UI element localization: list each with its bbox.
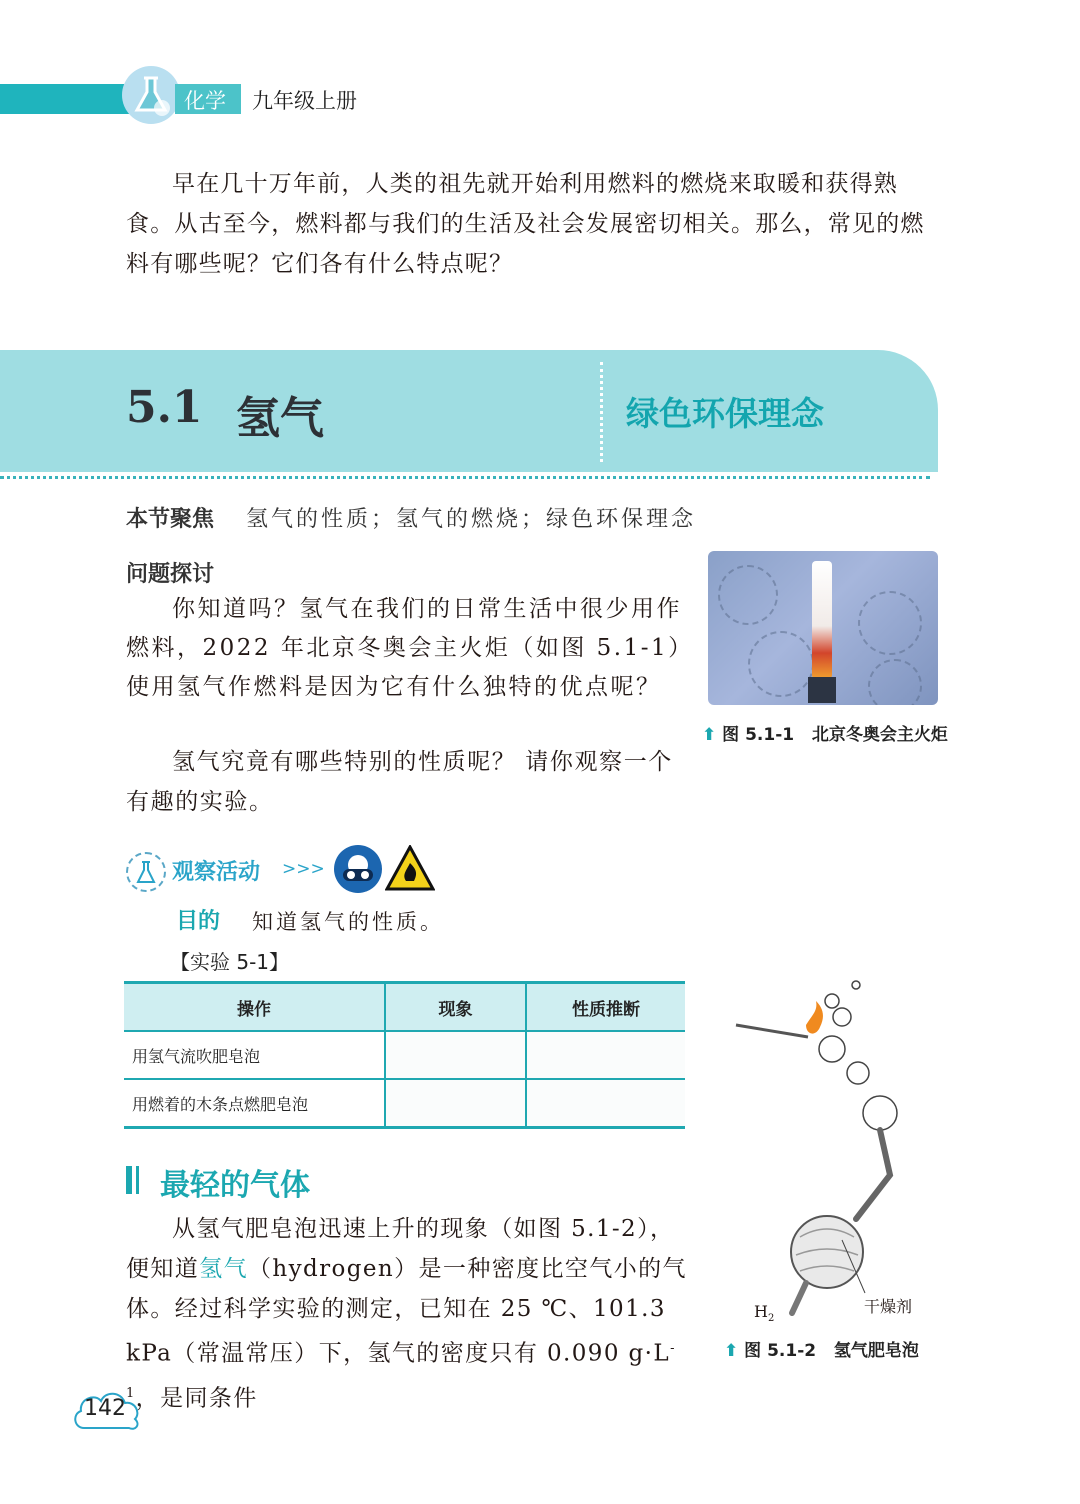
table-header: 现象 [385, 983, 526, 1032]
table-cell [385, 1031, 526, 1079]
term-highlight: 氢气 [199, 1256, 249, 1282]
focus-text: 氢气的性质；氢气的燃烧；绿色环保理念 [246, 507, 697, 532]
caption-arrow-icon: ⬆ [702, 725, 717, 745]
table-cell: 用氢气流吹肥皂泡 [124, 1031, 385, 1079]
flask-logo-icon [122, 66, 180, 124]
purpose-text: 知道氢气的性质。 [252, 910, 444, 934]
subsection-marker [126, 1166, 132, 1194]
intro-paragraph: 早在几十万年前，人类的祖先就开始利用燃料的燃烧来取暖和获得熟食。从古至今，燃料都与我们的生活及社会发展密切相关。那么，常见的燃料有哪些呢？它们各有什么特点呢？ [126, 171, 925, 277]
subsection-title: 最轻的气体 [160, 1168, 310, 1203]
body-text: （hydrogen）是一种密度比空气小的气体。经过科学实验的测定，已知在 25 ℃、101.3 kPa（常温常压）下，氢气的密度只有 0.090 g·L [126, 1256, 687, 1367]
subsection-paragraph [126, 1209, 688, 1418]
inquiry-heading: 问题探讨 [126, 562, 215, 587]
page-number: 142 [84, 1396, 126, 1421]
activity-label: 观察活动 [172, 860, 261, 885]
table-header: 性质推断 [526, 983, 685, 1032]
desiccant-label: 干燥剂 [864, 1297, 913, 1316]
figure1-caption [702, 720, 948, 745]
section-theme: 绿色环保理念 [626, 394, 824, 433]
snowflake-pattern [868, 659, 922, 705]
table-row [124, 1031, 685, 1079]
table-header-row [124, 983, 685, 1032]
activity-arrows: >>> [282, 859, 325, 879]
table-cell: 用燃着的木条点燃肥皂泡 [124, 1079, 385, 1128]
table-row [124, 1079, 685, 1128]
table-cell [526, 1079, 685, 1128]
subsection-marker [136, 1166, 139, 1194]
table-header: 操作 [124, 983, 385, 1032]
snowflake-pattern [748, 631, 814, 697]
figure2-title: 氢气肥皂泡 [833, 1341, 919, 1361]
gas-subscript: 2 [767, 1313, 775, 1325]
table-cell [385, 1079, 526, 1128]
prompt-paragraph: 氢气究竟有哪些特别的性质呢？ 请你观察一个有趣的实验。 [126, 749, 673, 815]
flammable-warning-icon [385, 845, 435, 895]
beaker-activity-icon [126, 852, 166, 892]
experiment-label: 【实验 5-1】 [170, 950, 290, 974]
figure1-number: 图 5.1-1 [722, 725, 795, 745]
unit-superscript: -1 [126, 1341, 676, 1401]
figure2-caption [724, 1336, 919, 1361]
torch-flame [812, 561, 832, 679]
gas-symbol: H [754, 1302, 768, 1321]
bubble-apparatus-figure [730, 975, 930, 1334]
torch-photo [708, 551, 938, 705]
hydrogen-label [754, 1302, 774, 1324]
figure1-title: 北京冬奥会主火炬 [811, 725, 948, 745]
banner-dotted-rule [0, 476, 930, 479]
inquiry-paragraph: 你知道吗？氢气在我们的日常生活中很少用作燃料，2022 年北京冬奥会主火炬（如图 5.1-1）使用氢气作燃料是因为它有什么独特的优点呢？ [126, 596, 683, 700]
header-grade: 九年级上册 [252, 89, 357, 113]
section-title: 氢气 [236, 393, 324, 444]
caption-arrow-icon: ⬆ [724, 1341, 739, 1361]
table-cell [526, 1031, 685, 1079]
snowflake-pattern [858, 591, 922, 655]
torch-base [808, 677, 836, 703]
snowflake-pattern [718, 565, 778, 625]
observation-table [124, 981, 685, 1129]
banner-divider [600, 362, 603, 462]
body-text: 从氢气肥皂泡迅速上升的现象（如图 5.1-2），便知道 [126, 1216, 675, 1282]
safety-goggles-icon [334, 845, 382, 893]
focus-label: 本节聚焦 [126, 507, 215, 532]
body-text: ，是同条件 [135, 1385, 258, 1412]
purpose-label: 目的 [176, 909, 221, 934]
figure2-number: 图 5.1-2 [744, 1341, 817, 1361]
section-number: 5.1 [126, 382, 203, 433]
header-subject: 化学 [184, 89, 226, 113]
